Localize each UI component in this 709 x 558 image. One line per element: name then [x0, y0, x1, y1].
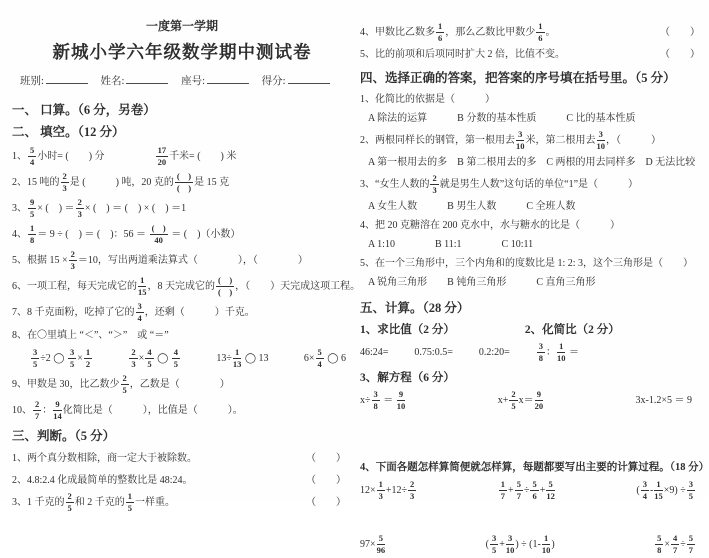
- answer-bracket: （ ）: [306, 453, 346, 464]
- working-space: [360, 504, 706, 532]
- expression: ( $\frac{3}{5}$ + $\frac{3}{10}$ ) ÷ (1- $\frac{1}{10}$ ): [485, 533, 555, 556]
- answer-bracket: （ ）: [660, 49, 700, 60]
- calc-subheading-4: [360, 458, 709, 478]
- judge-item: [12, 448, 352, 470]
- calc-subheading-1: 1、求比值（2 分）: [360, 324, 455, 336]
- info-label-seat: 座号:: [181, 76, 206, 87]
- judge-item: [12, 470, 352, 492]
- expression: $\frac{5}{8}$ × $\frac{4}{7}$ ÷ $\frac{5}{7}$: [657, 533, 693, 556]
- section-5-heading: 五、计算。（28 分）: [360, 301, 470, 315]
- left-column: [12, 18, 361, 514]
- calc-item: 46:24=: [360, 347, 389, 358]
- choice-options: A 1:10 B 11:1 C 10:11: [368, 239, 534, 250]
- choice-options: A 第一根用去的多 B 第二根用去的多 C 两根的用去同样多 D 无法比较: [368, 157, 696, 168]
- fill-item: 8、在〇里填上 “＜”、“＞” 或 “＝”: [12, 330, 169, 341]
- expression: ( $\frac{3}{4}$ - $\frac{1}{15}$ ×9) ÷ $\frac{3}{5}$: [636, 479, 693, 502]
- answer-bracket: （ ）: [306, 497, 346, 508]
- page-title: 新城小学六年级数学期中测试卷: [52, 42, 312, 62]
- choice-question: 4、把 20 克糖溶在 200 克水中，水与糖水的比是（ ）: [360, 220, 620, 231]
- judge-text: 1、两个真分数相除，商一定大于被除数。: [12, 453, 197, 464]
- judge-text: 3、1 千克的 $\frac{2}{5}$ 和 2 千克的 $\frac{1}{5}$ 一样重。: [12, 491, 175, 514]
- choice-options: A 女生人数 B 男生人数 C 全班人数: [368, 201, 576, 212]
- judge-item: [360, 44, 706, 66]
- calc-subheading-3: [360, 368, 706, 388]
- compare-row: [12, 346, 352, 372]
- judge-item: [360, 22, 706, 44]
- right-column: [360, 21, 709, 558]
- fill-item: 7、8 千克面粉，吃掉了它的 $\frac{3}{4}$ ，还剩（ ）千克。: [12, 301, 255, 324]
- expression: 12× $\frac{1}{3}$ +12÷ $\frac{2}{3}$: [360, 479, 415, 502]
- compare-item: 13÷ $\frac{1}{13}$ ◯ 13: [216, 347, 269, 370]
- calc-subheading-4-label: 4、下面各题怎样算简便就怎样算，每题都要写出主要的计算过程。（18 分）: [360, 462, 709, 473]
- fill-item: 4、 $\frac{1}{8}$ ＝ 9 ÷ ( ) ＝ ( )：56 ＝ $\frac{( )}{40}$ ＝ ( )（小数）: [12, 223, 241, 246]
- fill-item: 1、 $\frac{5}{4}$ 小时= ( ) 分 $\frac{17}{20}$ 千米= ( ) 米: [12, 145, 237, 168]
- equation: x÷ $\frac{3}{8}$ ＝ $\frac{9}{10}$: [360, 389, 406, 412]
- section-2-heading: 二、 填空。（12 分）: [12, 125, 125, 139]
- calc-subheading-3-label: 3、解方程（6 分）: [360, 372, 455, 384]
- judge-text: 4、甲数比乙数多 $\frac{1}{6}$ ，那么乙数比甲数少 $\frac{1}{6}$ 。: [360, 21, 556, 44]
- student-info-row: [12, 73, 352, 90]
- fill-item: 3、 $\frac{9}{5}$ × ( ) ＝ $\frac{2}{3}$ × ( ) ＝ ( ) × ( ) ＝1: [12, 197, 187, 220]
- section-1-heading: 一、 口算。（6 分，另卷）: [12, 103, 156, 117]
- working-space: [360, 414, 706, 456]
- judge-text: 5、比的前项和后项同时扩大 2 倍，比值不变。: [360, 49, 565, 60]
- equation: x+ $\frac{2}{5}$ x＝ $\frac{9}{20}$: [497, 389, 544, 412]
- section-3-heading: 三、判断。（5 分）: [12, 429, 116, 443]
- score-blank: [288, 73, 330, 84]
- judge-text: 2、4.8:2.4 化成最简单的整数比是 48:24。: [12, 475, 193, 486]
- expression-row: [360, 478, 706, 504]
- calc-subheading-2: 2、化简比（2 分）: [524, 324, 620, 336]
- class-blank: [46, 73, 88, 84]
- compare-item: 6× $\frac{5}{4}$ ◯ 6: [303, 347, 346, 370]
- choice-options: A 除法的运算 B 分数的基本性质 C 比的基本性质: [368, 113, 636, 124]
- spacer: [360, 292, 706, 296]
- info-label-score: 得分:: [261, 76, 286, 87]
- fill-item: 2、15 吨的 $\frac{2}{3}$ 是 ( ) 吨，20 克的 $\frac{( )}{( )}$ 是 15 克: [12, 171, 230, 194]
- info-label-name: 姓名:: [100, 76, 125, 87]
- calc-row: [360, 340, 706, 366]
- name-blank: [126, 73, 168, 84]
- choice-question: 1、化简比的依据是（ ）: [360, 94, 495, 105]
- choice-question: 2、两根同样长的钢管，第一根用去 $\frac{3}{10}$ 米，第二根用去 $\frac{3}{10}$ ，（ ）: [360, 129, 661, 152]
- compare-item: $\frac{2}{3}$ × $\frac{4}{5}$ ◯ $\frac{4}{5}$: [131, 347, 179, 370]
- calc-subheadings: [360, 320, 706, 340]
- expression: $\frac{1}{7}$ + $\frac{5}{7}$ ÷ $\frac{5}{6}$ + $\frac{5}{12}$: [500, 479, 555, 502]
- answer-bracket: （ ）: [306, 475, 346, 486]
- term-line: 一度第一学期: [145, 19, 218, 33]
- info-label-class: 班别:: [20, 76, 44, 87]
- fill-item: 5、根据 15 × $\frac{2}{3}$ ＝10，写出两道乘法算式（ ），（ ）: [12, 249, 308, 272]
- expression-row: [360, 532, 706, 558]
- judge-item: [12, 492, 352, 514]
- fill-item: 6、一项工程，每天完成它的 $\frac{1}{15}$ ，8 天完成它的 $\frac{( )}{( )}$ ，（ ）天完成这项工程。: [12, 275, 361, 298]
- calc-item: $\frac{3}{8}$ ： $\frac{1}{10}$ ＝: [538, 341, 580, 364]
- compare-item: $\frac{3}{5}$ ÷2 ◯ $\frac{3}{5}$ × $\frac{1}{2}$: [33, 347, 91, 370]
- seat-blank: [207, 73, 249, 84]
- section-4-heading: 四、选择正确的答案，把答案的序号填在括号里。（5 分）: [360, 71, 676, 85]
- choice-options: A 锐角三角形 B 钝角三角形 C 直角三角形: [368, 277, 596, 288]
- answer-bracket: （ ）: [660, 27, 700, 38]
- equation: 3x-1.2×5 ＝ 9: [635, 395, 692, 406]
- equation-row: [360, 388, 706, 414]
- fill-item: 10、 $\frac{2}{7}$ ： $\frac{9}{14}$ 化简比是（ ），比值是（ ）。: [12, 399, 243, 422]
- expression: 97× $\frac{5}{96}$: [360, 533, 386, 556]
- choice-question: 3、“女生人数的 $\frac{2}{3}$ 就是男生人数”这句话的单位“1”是（ ）: [360, 173, 639, 196]
- fill-item: 9、甲数是 30，比乙数少 $\frac{2}{5}$ ，乙数是（ ）: [12, 373, 230, 396]
- calc-item: 0.75:0.5=: [414, 347, 453, 358]
- calc-item: 0.2:20=: [478, 347, 510, 358]
- choice-question: 5、在一个三角形中，三个内角和的度数比是 1: 2: 3，这个三角形是（ ）: [360, 258, 694, 269]
